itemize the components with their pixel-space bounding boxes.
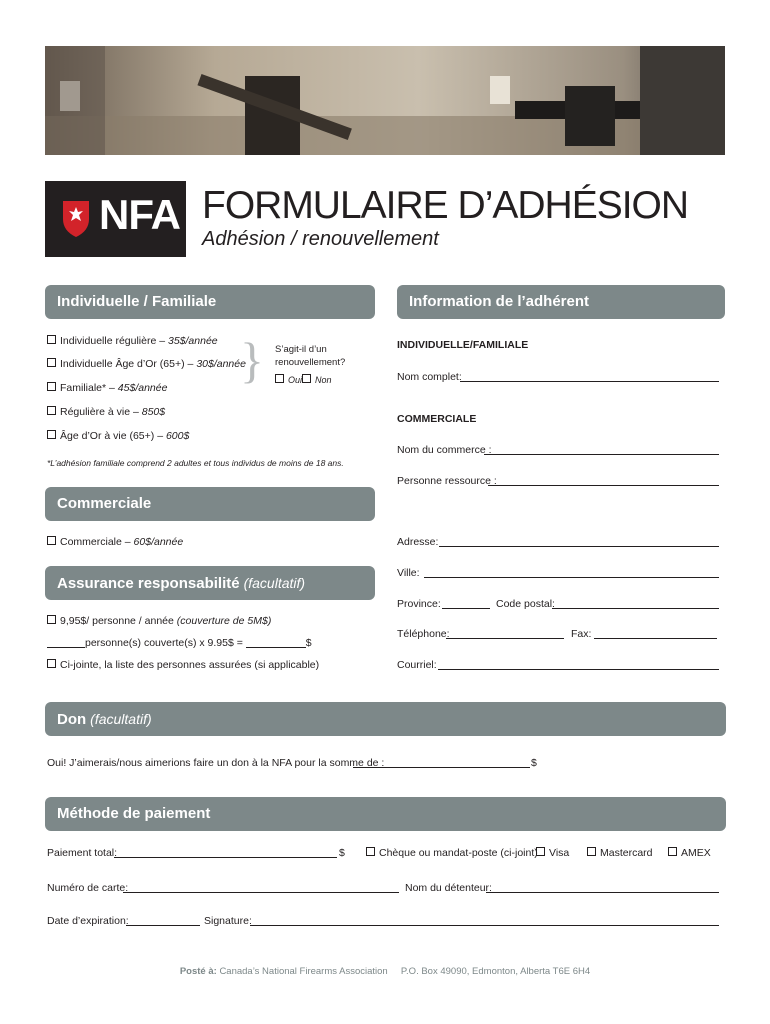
- checkbox-icon[interactable]: [47, 406, 56, 415]
- shield-icon: [61, 199, 91, 239]
- optional-label: (facultatif): [90, 711, 152, 727]
- section-payment: [45, 797, 726, 831]
- expiry-field[interactable]: [126, 925, 200, 926]
- checkbox-icon[interactable]: [47, 430, 56, 439]
- business-name-field[interactable]: [484, 454, 719, 455]
- contact-label: Personne ressource :: [397, 475, 497, 487]
- donation-dollar: $: [531, 757, 537, 769]
- footer-label: Posté à:: [179, 966, 217, 977]
- holder-field[interactable]: [486, 892, 719, 893]
- expiry-label: Date d’expiration:: [47, 915, 129, 927]
- brace-icon: }: [240, 332, 264, 388]
- total-label: Paiement total:: [47, 847, 118, 859]
- payment-cheque[interactable]: Chèque ou mandat-poste (ci-joint): [366, 846, 538, 860]
- contact-field[interactable]: [488, 485, 719, 486]
- sub-individual-title: INDIVIDUELLE/FAMILIALE: [397, 339, 529, 351]
- total-dollar: $: [339, 847, 345, 859]
- card-number-field[interactable]: [123, 892, 399, 893]
- page-title: FORMULAIRE D’ADHÉSION: [202, 184, 689, 227]
- city-field[interactable]: [424, 577, 719, 578]
- insurance-count-line: personne(s) couverte(s) x 9.95$ = $: [47, 636, 312, 650]
- section-payment-title: Méthode de paiement: [57, 805, 211, 822]
- checkbox-icon[interactable]: [366, 847, 375, 856]
- section-commercial-title: Commerciale: [57, 495, 152, 512]
- checkbox-icon[interactable]: [47, 615, 56, 624]
- insurance-option[interactable]: 9,95$/ personne / année (couverture de 5M$): [47, 614, 271, 628]
- postal-field[interactable]: [552, 608, 719, 609]
- option-individual-regular[interactable]: Individuelle régulière – 35$/année: [47, 334, 218, 348]
- section-donation: [45, 702, 726, 736]
- checkbox-icon[interactable]: [47, 358, 56, 367]
- email-field[interactable]: [438, 669, 719, 670]
- payment-mastercard[interactable]: Mastercard: [587, 846, 653, 860]
- option-family[interactable]: Familiale* – 45$/année: [47, 381, 167, 395]
- section-insurance-title: Assurance responsabilité: [57, 575, 240, 592]
- address-field[interactable]: [439, 546, 719, 547]
- phone-field[interactable]: [446, 638, 564, 639]
- footer: [0, 966, 770, 977]
- signature-field[interactable]: [250, 925, 719, 926]
- logo-text: NFA: [99, 191, 180, 238]
- option-individual-senior[interactable]: Individuelle Âge d’Or (65+) – 30$/année: [47, 357, 246, 371]
- business-name-label: Nom du commerce :: [397, 444, 492, 456]
- email-label: Courriel:: [397, 659, 437, 671]
- checkbox-icon[interactable]: [47, 382, 56, 391]
- checkbox-icon[interactable]: [302, 374, 311, 383]
- insurance-list-option[interactable]: Ci-jointe, la liste des personnes assurées (si applicable): [47, 658, 319, 672]
- full-name-field[interactable]: [460, 381, 719, 382]
- optional-label: (facultatif): [243, 575, 306, 591]
- checkbox-icon[interactable]: [668, 847, 677, 856]
- section-individual: [45, 285, 375, 319]
- insurance-total-field[interactable]: [246, 637, 306, 648]
- city-label: Ville:: [397, 567, 420, 579]
- checkbox-icon[interactable]: [47, 335, 56, 344]
- address-label: Adresse:: [397, 536, 439, 548]
- donation-text: Oui! J’aimerais/nous aimerions faire un don à la NFA pour la somme de :: [47, 757, 385, 769]
- page-subtitle: Adhésion / renouvellement: [202, 228, 439, 250]
- payment-visa[interactable]: Visa: [536, 846, 569, 860]
- checkbox-icon[interactable]: [536, 847, 545, 856]
- holder-label: Nom du détenteur:: [405, 882, 492, 894]
- option-commercial[interactable]: Commerciale – 60$/année: [47, 535, 183, 549]
- checkbox-icon[interactable]: [47, 659, 56, 668]
- persons-count-field[interactable]: [47, 637, 85, 648]
- option-lifetime[interactable]: Régulière à vie – 850$: [47, 405, 165, 419]
- province-label: Province:: [397, 598, 441, 610]
- total-field[interactable]: [114, 857, 337, 858]
- renewal-no[interactable]: Non: [302, 373, 332, 387]
- family-note: *L’adhésion familiale comprend 2 adultes et tous individus de moins de 18 ans.: [47, 458, 344, 468]
- phone-label: Téléphone:: [397, 628, 450, 640]
- sub-commercial-title: COMMERCIALE: [397, 413, 477, 425]
- renewal-question-2: renouvellement?: [275, 357, 346, 368]
- card-number-label: Numéro de carte:: [47, 882, 129, 894]
- fax-label: Fax:: [571, 628, 592, 640]
- renewal-question-1: S’agit-il d’un: [275, 344, 327, 355]
- footer-address: P.O. Box 49090, Edmonton, Alberta T6E 6H4: [400, 966, 591, 977]
- signature-label: Signature:: [204, 915, 252, 927]
- renewal-yes[interactable]: Oui: [275, 373, 302, 387]
- section-insurance: [45, 566, 375, 600]
- checkbox-icon[interactable]: [587, 847, 596, 856]
- section-individual-title: Individuelle / Familiale: [57, 293, 217, 310]
- donation-amount-field[interactable]: [353, 767, 530, 768]
- section-donation-title: Don: [57, 711, 87, 728]
- province-field[interactable]: [442, 608, 490, 609]
- checkbox-icon[interactable]: [275, 374, 284, 383]
- section-commercial: [45, 487, 375, 521]
- section-member-info-title: Information de l’adhérent: [409, 293, 590, 310]
- nfa-logo: [45, 181, 186, 257]
- full-name-label: Nom complet:: [397, 371, 462, 383]
- option-lifetime-senior[interactable]: Âge d’Or à vie (65+) – 600$: [47, 429, 189, 443]
- banner-photo: [45, 46, 725, 155]
- fax-field[interactable]: [594, 638, 717, 639]
- postal-label: Code postal:: [496, 598, 555, 610]
- checkbox-icon[interactable]: [47, 536, 56, 545]
- section-member-info: [397, 285, 725, 319]
- footer-org: Canada’s National Firearms Association: [219, 966, 388, 977]
- payment-amex[interactable]: AMEX: [668, 846, 711, 860]
